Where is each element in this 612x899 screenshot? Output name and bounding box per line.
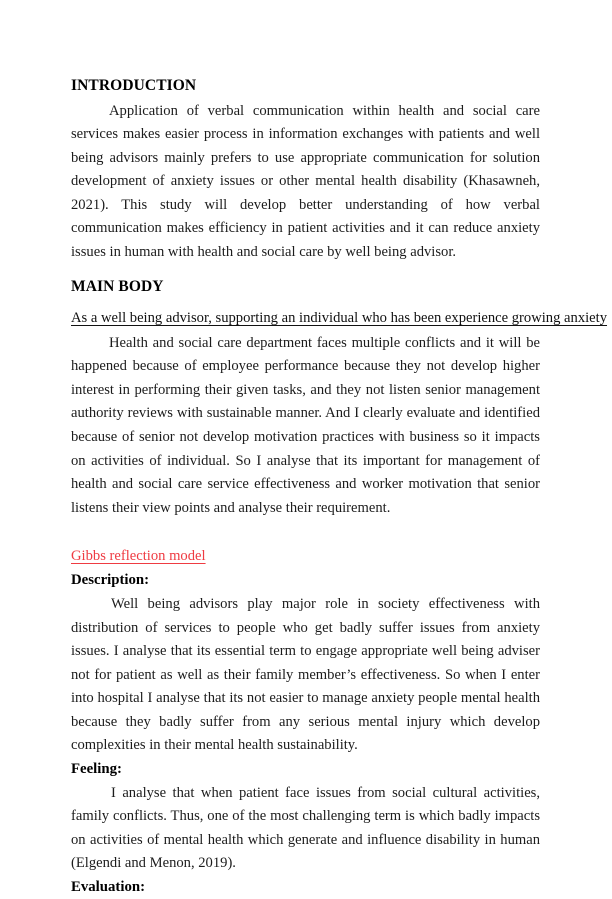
paragraph-feeling: I analyse that when patient face issues from social cultural activities, family conflicts. Thus, one of the most challenging term is which badly impacts on activities of mental health which generate and influence disability in human (Elgendi and Menon, 2019). [71, 784, 540, 872]
paragraph-introduction: Application of verbal communication within health and social care services makes easier process in information exchanges with patients and well being advisors mainly prefers to use appropriate communication for solution development of anxiety issues or other mental health disability (Khasawneh, 2021). This study will develop better understanding of how verbal communication makes efficiency in patient activities and it can reduce anxiety issues in human with health and social care by well being advisor. [71, 102, 540, 261]
gibbs-reflection-model-link[interactable]: Gibbs reflection model [71, 547, 206, 564]
heading-main-body: MAIN BODY [71, 277, 164, 295]
label-feeling: Feeling: [71, 761, 122, 778]
heading-introduction: INTRODUCTION [71, 77, 197, 94]
label-description: Description: [71, 572, 150, 589]
document-content [71, 74, 608, 899]
gibbs-model-title-row [71, 544, 540, 569]
subheading-well-being-advisor: As a well being advisor, supporting an individual who has been experience growing anxiety [71, 310, 608, 327]
label-evaluation: Evaluation: [71, 878, 145, 895]
paragraph-main-body: Health and social care department faces multiple conflicts and it will be happened because of employee performance because they not develop higher interest in performing their given tasks, and they not listen senior management authority reviews with sustainable manner. And I clearly evaluate and identified because of senior not develop motivation practices with business so it impacts on activities of individual. So I analyse that its important for management of health and social care service effectiveness and worker motivation that senior listens their view points and analyse their requirement. [71, 334, 540, 516]
paragraph-spacer [71, 520, 540, 544]
paragraph-description: Well being advisors play major role in society effectiveness with distribution of services to people who get badly suffer issues from anxiety issues. I analyse that its essential term to engage appropriate well being adviser not for patient as well as their family member’s effectiveness. So when I enter into hospital I analyse that its not easier to manage anxiety people mental health because they badly suffer from any serious mental injury which develop complexities in their mental health sustainability. [71, 595, 540, 754]
